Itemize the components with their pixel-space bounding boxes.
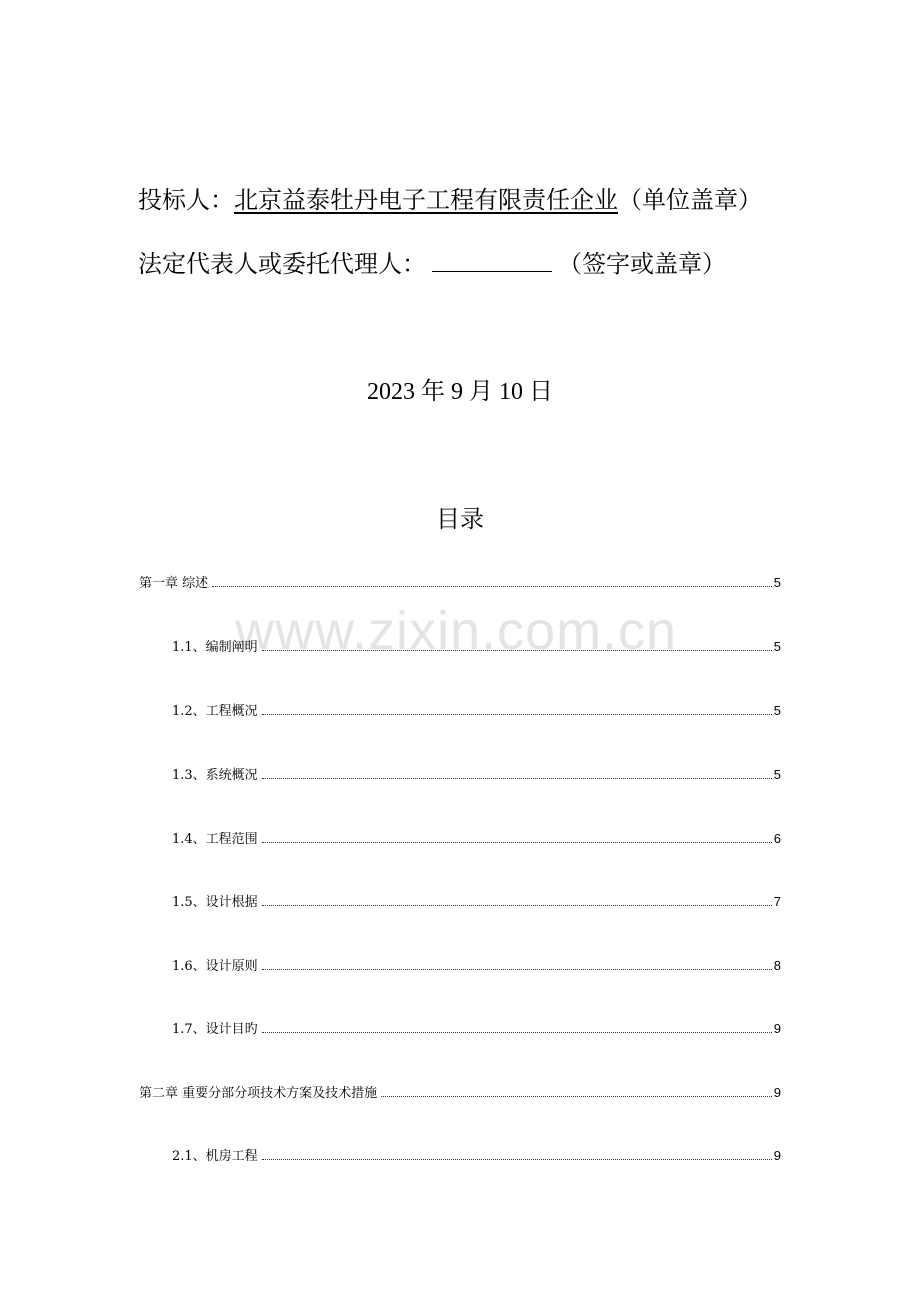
bidder-seal-note: （单位盖章） [618,186,762,214]
toc-entry[interactable] [172,893,781,911]
toc-entry-label: 1.7、设计目旳 [172,1022,258,1037]
toc-entry-label: 1.3、系统概况 [172,768,258,783]
toc-entry-page: 5 [773,767,781,782]
representative-sign-note: （签字或盖章） [558,250,726,278]
toc-leader-dots [262,649,772,651]
toc-leader-dots [262,713,772,715]
toc-entry-label: 1.2、工程概况 [172,704,258,719]
toc-entry-page: 5 [773,575,781,590]
representative-line [138,249,726,279]
toc-entry[interactable] [172,830,781,848]
toc-entry-label: 1.1、编制阐明 [172,640,258,655]
toc-entry-page: 8 [773,958,781,973]
toc-entry[interactable] [139,1084,781,1102]
bidder-company: 北京益泰牡丹电子工程有限责任企业 [234,186,618,214]
toc-leader-dots [262,1031,772,1033]
toc-leader-dots [212,585,772,587]
toc-entry-label: 1.4、工程范围 [172,832,258,847]
toc-title: 目录 [436,505,484,533]
toc-leader-dots [262,841,772,843]
toc-entry-page: 9 [773,1085,781,1100]
toc-entry-page: 5 [773,639,781,654]
representative-label: 法定代表人或委托代理人： [138,250,426,278]
toc-leader-dots [262,777,772,779]
toc-entry-page: 7 [773,894,781,909]
toc-entry-label: 第一章 综述 [139,576,209,591]
toc-entry-page: 6 [773,831,781,846]
toc-entry-page: 9 [773,1148,781,1163]
toc-entry[interactable] [172,638,781,656]
signature-blank [432,249,552,272]
toc-entry-page: 5 [773,703,781,718]
toc-entry[interactable] [139,574,781,592]
watermark: www.zixin.com.cn [235,601,678,661]
toc-entry[interactable] [172,1147,781,1165]
bidder-line [138,185,762,215]
toc-leader-dots [262,904,772,906]
toc-leader-dots [262,1158,772,1160]
toc-leader-dots [262,968,772,970]
toc-entry[interactable] [172,702,781,720]
toc-entry-label: 1.5、设计根据 [172,895,258,910]
toc-entry[interactable] [172,766,781,784]
toc-entry-label: 1.6、设计原则 [172,959,258,974]
toc-leader-dots [381,1095,772,1097]
document-date: 2023 年 9 月 10 日 [367,379,553,405]
toc-entry[interactable] [172,1020,781,1038]
bidder-label: 投标人： [138,186,234,214]
toc-entry[interactable] [172,957,781,975]
toc-entry-label: 2.1、机房工程 [172,1149,258,1164]
toc-entry-page: 9 [773,1021,781,1036]
toc-entry-label: 第二章 重要分部分项技术方案及技术措施 [139,1086,378,1101]
